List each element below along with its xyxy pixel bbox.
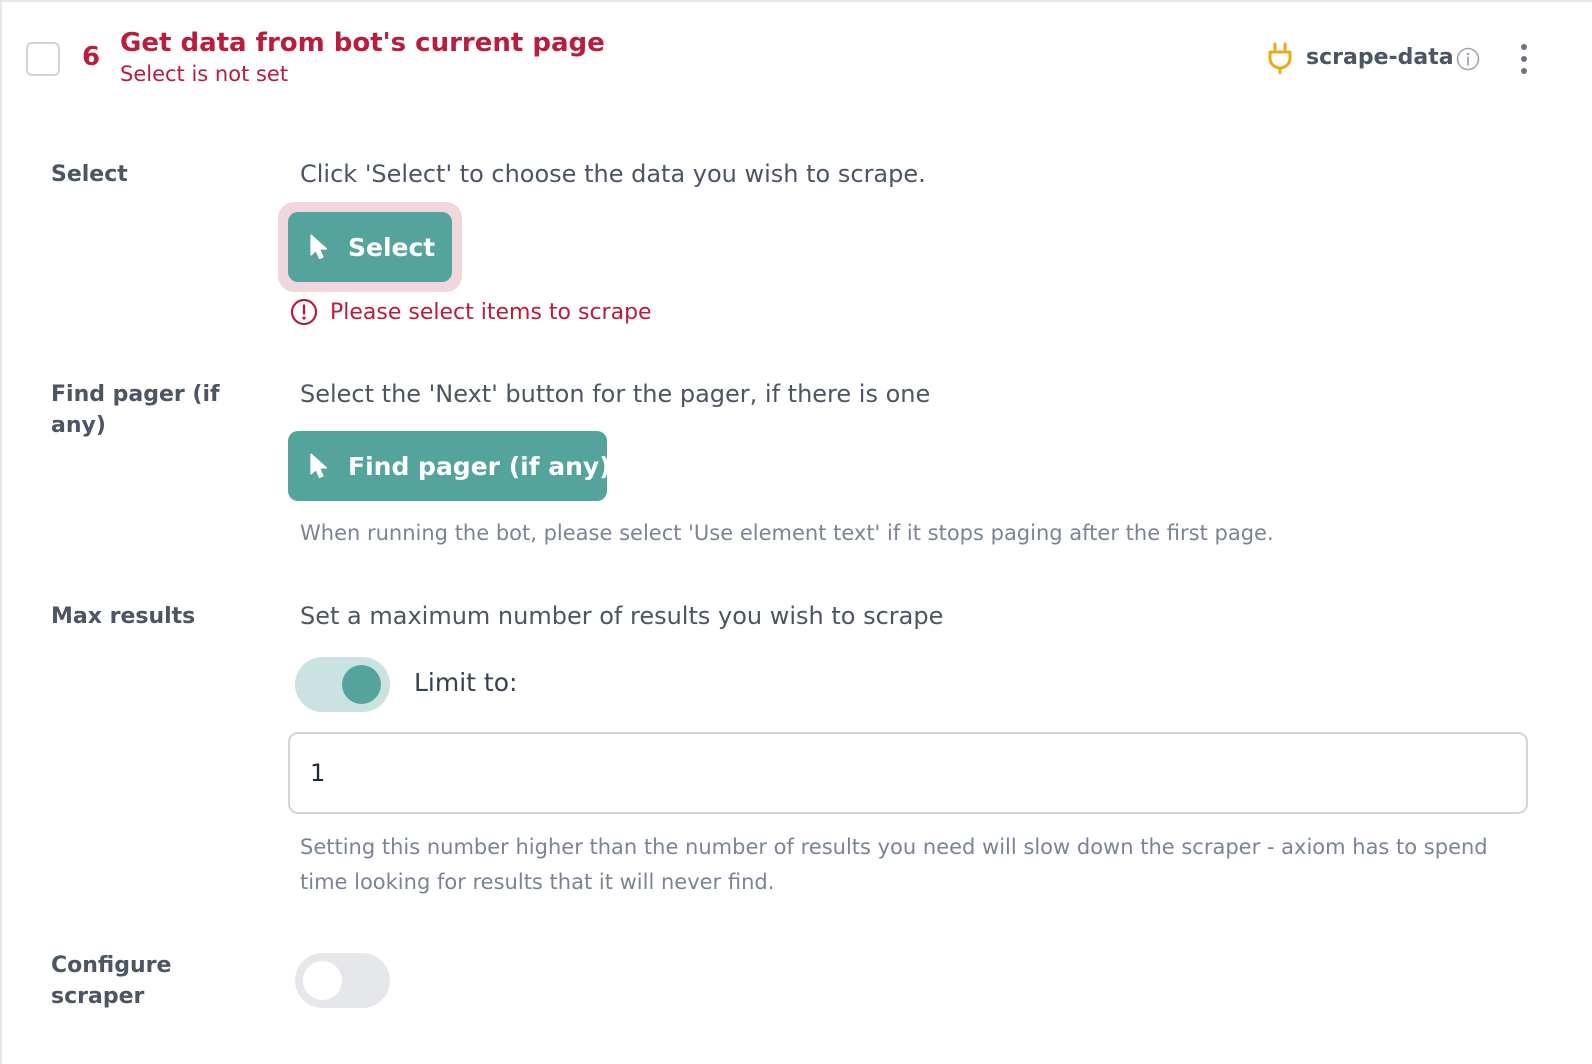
info-icon[interactable] <box>1456 47 1480 71</box>
configure-scraper-toggle[interactable] <box>295 953 390 1008</box>
cursor-arrow-icon <box>308 452 330 480</box>
step-status: Select is not set <box>120 62 289 86</box>
select-error <box>290 298 652 326</box>
pager-label: Find pager (if any) <box>51 382 220 438</box>
select-button-label: Select <box>348 232 436 262</box>
max-results-help: Setting this number higher than the number of results you need will slow down the scraper - axiom has to spend time looking for results that it will never find. <box>300 835 1488 894</box>
step-number: 6 <box>82 42 101 72</box>
pager-help: When running the bot, please select 'Use element text' if it stops paging after the first page. <box>300 521 1274 545</box>
cursor-arrow-icon <box>308 233 330 261</box>
configure-scraper-toggle-knob <box>303 961 342 1000</box>
limit-toggle-knob <box>342 665 381 704</box>
step-checkbox[interactable] <box>26 42 60 76</box>
find-pager-button-label: Find pager (if any) <box>348 451 611 481</box>
find-pager-button[interactable] <box>288 431 611 501</box>
kebab-menu-icon[interactable] <box>1514 42 1534 78</box>
max-results-label: Max results <box>51 604 196 629</box>
plug-icon <box>1266 42 1294 74</box>
limit-toggle[interactable] <box>295 657 390 712</box>
max-results-input[interactable] <box>288 732 1528 814</box>
select-description: Click 'Select' to choose the data you wish to scrape. <box>300 160 926 188</box>
app-name: scrape-data <box>1306 45 1454 70</box>
limit-toggle-label: Limit to: <box>414 668 518 697</box>
select-error-text: Please select items to scrape <box>330 299 652 325</box>
configure-scraper-label: Configure scraper <box>51 953 172 1009</box>
step-title: Get data from bot's current page <box>120 28 605 58</box>
pager-description: Select the 'Next' button for the pager, if there is one <box>300 380 931 408</box>
select-button[interactable] <box>288 212 452 282</box>
max-results-description: Set a maximum number of results you wish to scrape <box>300 602 944 630</box>
select-label: Select <box>51 162 128 187</box>
alert-circle-icon <box>290 298 318 326</box>
